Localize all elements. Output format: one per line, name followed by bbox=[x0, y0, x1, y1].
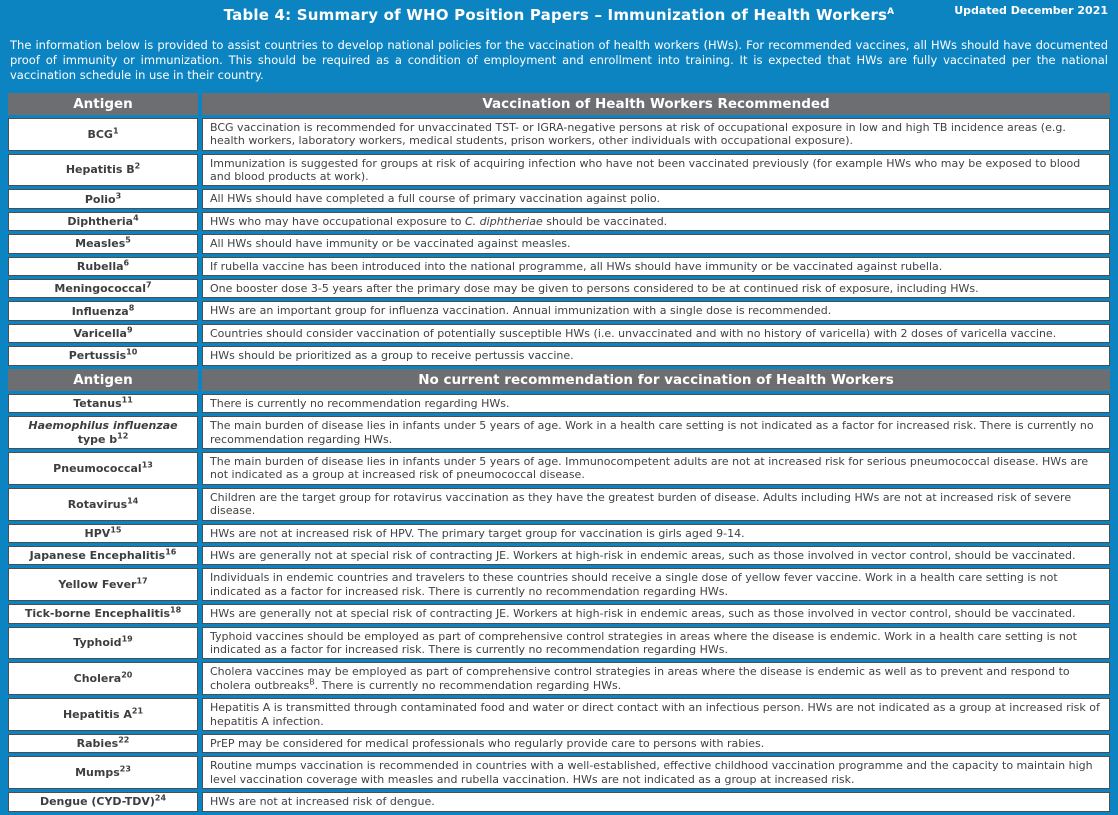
antigen-cell: Hepatitis $B^2$ bbox=[8, 154, 198, 187]
who-table-body bbox=[8, 93, 1110, 812]
table-row bbox=[8, 792, 1110, 811]
antigen-cell: Cholera$^{20}$ bbox=[8, 662, 198, 695]
table-row bbox=[8, 627, 1110, 660]
table-row bbox=[8, 394, 1110, 413]
section-title-header: Vaccination of Health Workers Recommended bbox=[202, 93, 1110, 115]
updated-label: Updated December 2021 bbox=[954, 4, 1108, 17]
table-row bbox=[8, 546, 1110, 565]
description-cell: The main burden of disease lies in infants under 5 years of age. Work in a health care setting is not indicated as a factor for increased risk. There is currently no recommendation regarding HWs. bbox=[202, 416, 1110, 449]
table-row bbox=[8, 324, 1110, 343]
page-header bbox=[0, 0, 1118, 24]
table-row bbox=[8, 346, 1110, 365]
description-cell: Hepatitis A is transmitted through contaminated food and water or direct contact with an infectious person. HWs are not indicated as a group at increased risk of hepatitis A infection. bbox=[202, 698, 1110, 731]
table-row bbox=[8, 452, 1110, 485]
page-title-footnote: A bbox=[887, 7, 895, 17]
table-row bbox=[8, 662, 1110, 695]
antigen-cell: Rubella$^6$ bbox=[8, 257, 198, 276]
antigen-column-header: Antigen bbox=[8, 369, 198, 391]
antigen-cell: Varicella$^9$ bbox=[8, 324, 198, 343]
who-position-papers-table bbox=[4, 90, 1114, 815]
antigen-column-header: Antigen bbox=[8, 93, 198, 115]
antigen-cell: Tick-borne Encephalitis$^{18}$ bbox=[8, 604, 198, 623]
table-row bbox=[8, 279, 1110, 298]
antigen-cell: BCG$^1$ bbox=[8, 118, 198, 151]
description-cell: HWs who may have occupational exposure to C. diphtheriae should be vaccinated. bbox=[202, 212, 1110, 231]
table-row bbox=[8, 154, 1110, 187]
section-header-row bbox=[8, 369, 1110, 391]
antigen-cell: Yellow Fever$^{17}$ bbox=[8, 568, 198, 601]
description-cell: HWs are generally not at special risk of contracting JE. Workers at high-risk in endemic areas, such as those involved in vector control, should be vaccinated. bbox=[202, 546, 1110, 565]
table-row bbox=[8, 234, 1110, 253]
table-row bbox=[8, 189, 1110, 208]
description-cell: If rubella vaccine has been introduced into the national programme, all HWs should have immunity or be vaccinated against rubella. bbox=[202, 257, 1110, 276]
antigen-cell: Rabies$^{22}$ bbox=[8, 734, 198, 753]
intro-text: The information below is provided to assist countries to develop national policies for the vaccination of health workers (HWs). For recommended vaccines, all HWs should have documented proof of immunity or immunization. This should be required as a condition of employment and enrollment into training. It is expected that HWs are fully vaccinated per the national vaccination schedule in use in their country. bbox=[10, 38, 1108, 82]
description-cell: Immunization is suggested for groups at risk of acquiring infection who have not been vaccinated previously (for example HWs who may be exposed to blood and blood products at work). bbox=[202, 154, 1110, 187]
antigen-cell: Tetanus$^{11}$ bbox=[8, 394, 198, 413]
description-cell: Children are the target group for rotavirus vaccination as they have the greatest burden of disease. Adults including HWs are not at increased risk of severe disease. bbox=[202, 488, 1110, 521]
antigen-cell: Typhoid$^{19}$ bbox=[8, 627, 198, 660]
table-row bbox=[8, 257, 1110, 276]
table-row bbox=[8, 301, 1110, 320]
antigen-cell: Mumps$^{23}$ bbox=[8, 756, 198, 789]
page-title bbox=[130, 6, 988, 24]
section-title-header: No current recommendation for vaccination of Health Workers bbox=[202, 369, 1110, 391]
antigen-cell: Pertussis$^{10}$ bbox=[8, 346, 198, 365]
description-cell: PrEP may be considered for medical professionals who regularly provide care to persons with rabies. bbox=[202, 734, 1110, 753]
table-row bbox=[8, 568, 1110, 601]
page-title-text: Table 4: Summary of WHO Position Papers – Immunization of Health Workers bbox=[223, 6, 888, 24]
table-row bbox=[8, 756, 1110, 789]
table-row bbox=[8, 416, 1110, 449]
description-cell: Routine mumps vaccination is recommended in countries with a well-established, effective childhood vaccination programme and the capacity to maintain high level vaccination coverage with measles and rubella vaccination. HWs are not indicated as a group at increased risk. bbox=[202, 756, 1110, 789]
antigen-cell: Meningococcal$^7$ bbox=[8, 279, 198, 298]
table-row bbox=[8, 488, 1110, 521]
description-cell: There is currently no recommendation regarding HWs. bbox=[202, 394, 1110, 413]
antigen-cell: Dengue $(CYD-TDV)^{24}$ bbox=[8, 792, 198, 811]
table-row bbox=[8, 118, 1110, 151]
description-cell: Countries should consider vaccination of potentially susceptible HWs (i.e. unvaccinated and with no history of varicella) with 2 doses of varicella vaccine. bbox=[202, 324, 1110, 343]
table-row bbox=[8, 734, 1110, 753]
description-cell: HWs are an important group for influenza vaccination. Annual immunization with a single dose is recommended. bbox=[202, 301, 1110, 320]
table-row bbox=[8, 212, 1110, 231]
description-cell: Typhoid vaccines should be employed as part of comprehensive control strategies in areas where the disease is endemic. Work in a health care setting is not indicated as a factor for increased risk. There is currently no recommendation regarding HWs. bbox=[202, 627, 1110, 660]
description-cell: Individuals in endemic countries and travelers to these countries should receive a single dose of yellow fever vaccine. Work in a health care setting is not indicated as a factor for increased risk. There is currently no recommendation regarding HWs. bbox=[202, 568, 1110, 601]
antigen-cell: Influenza$^8$ bbox=[8, 301, 198, 320]
description-cell: HWs should be prioritized as a group to receive pertussis vaccine. bbox=[202, 346, 1110, 365]
antigen-cell: Diphtheria$^4$ bbox=[8, 212, 198, 231]
description-cell: Cholera vaccines may be employed as part of comprehensive control strategies in areas where the disease is endemic as well as to prevent and respond to cholera outbreaks$^B$. There is currently no recommendation regarding HWs. bbox=[202, 662, 1110, 695]
antigen-cell: Japanese Encephalitis$^{16}$ bbox=[8, 546, 198, 565]
antigen-cell: Measles$^5$ bbox=[8, 234, 198, 253]
section-header-row bbox=[8, 93, 1110, 115]
antigen-cell: Haemophilus influenzae type $b^{12}$ bbox=[8, 416, 198, 449]
description-cell: HWs are generally not at special risk of contracting JE. Workers at high-risk in endemic areas, such as those involved in vector control, should be vaccinated. bbox=[202, 604, 1110, 623]
description-cell: All HWs should have immunity or be vaccinated against measles. bbox=[202, 234, 1110, 253]
description-cell: HWs are not at increased risk of HPV. The primary target group for vaccination is girls aged 9-14. bbox=[202, 524, 1110, 543]
antigen-cell: HPV$^{15}$ bbox=[8, 524, 198, 543]
description-cell: The main burden of disease lies in infants under 5 years of age. Immunocompetent adults are not at increased risk for serious pneumococcal disease. HWs are not indicated as a group at increased risk of pneumococcal disease. bbox=[202, 452, 1110, 485]
antigen-cell: Rotavirus$^{14}$ bbox=[8, 488, 198, 521]
description-cell: All HWs should have completed a full course of primary vaccination against polio. bbox=[202, 189, 1110, 208]
description-cell: BCG vaccination is recommended for unvaccinated TST- or IGRA-negative persons at risk of occupational exposure in low and high TB incidence areas (e.g. health workers, laboratory workers, medical students, prison workers, other individuals with occupational exposure). bbox=[202, 118, 1110, 151]
antigen-cell: Pneumococcal$^{13}$ bbox=[8, 452, 198, 485]
antigen-cell: Polio$^3$ bbox=[8, 189, 198, 208]
antigen-cell: Hepatitis $A^{21}$ bbox=[8, 698, 198, 731]
description-cell: HWs are not at increased risk of dengue. bbox=[202, 792, 1110, 811]
table-row bbox=[8, 698, 1110, 731]
table-row bbox=[8, 604, 1110, 623]
description-cell: One booster dose 3-5 years after the primary dose may be given to persons considered to be at continued risk of exposure, including HWs. bbox=[202, 279, 1110, 298]
table-row bbox=[8, 524, 1110, 543]
